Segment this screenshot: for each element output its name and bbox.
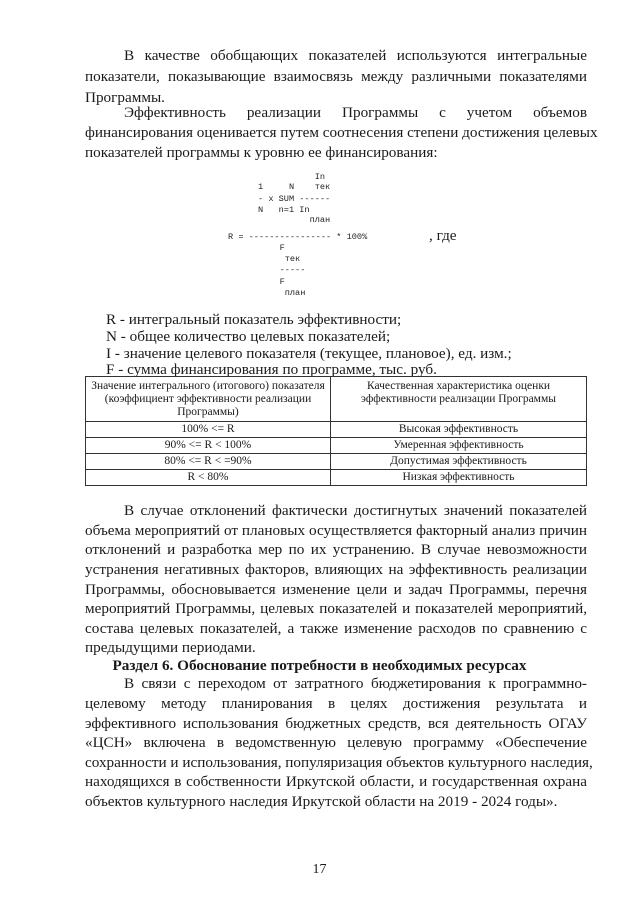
table-cell: Низкая эффективность (331, 470, 587, 486)
text-line: отклонений и разработка мер по их устранению. В случае невозможности (85, 541, 587, 558)
formula-line: план (228, 288, 306, 298)
text-line: сохранности и использования, популяризация объектов культурного наследия, (85, 754, 593, 771)
formula-line: - x SUM ------ (258, 194, 331, 204)
table-header: Качественная характеристика оценки эффективности реализации Программы (331, 377, 587, 422)
text-line: В случае отклонений фактически достигнутых значений показателей (124, 502, 587, 519)
formula-line: In (258, 172, 326, 182)
table-row (86, 454, 587, 470)
text-line: находящихся в собственности Иркутской области, и государственная охрана (85, 773, 587, 790)
text-line: объектов культурного наследия Иркутской области на 2019 - 2024 годы». (85, 793, 558, 810)
table-row (86, 422, 587, 438)
table-cell: 100% <= R (86, 422, 331, 438)
page-number: 17 (312, 862, 327, 877)
section-title: Раздел 6. Обоснование потребности в необходимых ресурсах (112, 657, 527, 674)
text-line: финансирования оценивается путем соотнесения степени достижения целевых (85, 124, 598, 141)
table-row (86, 470, 587, 486)
table-row (86, 438, 587, 454)
table-cell: 80% <= R < =90% (86, 454, 331, 470)
definition-item: F - сумма финансирования по программе, тыс. руб. (106, 361, 437, 378)
formula-line: тек (228, 254, 301, 264)
efficiency-table (85, 376, 587, 486)
table-cell: Умеренная эффективность (331, 438, 587, 454)
definition-item: R - интегральный показатель эффективности; (106, 311, 402, 328)
text-line: объема мероприятий от плановых осуществляется факторный анализ причин (85, 522, 587, 539)
formula-line: F (228, 243, 285, 253)
table-cell: Высокая эффективность (331, 422, 587, 438)
definition-item: I - значение целевого показателя (текущее, плановое), ед. изм.; (106, 345, 512, 362)
text-line: показатели, показывающие взаимосвязь между различными показателями (85, 68, 587, 85)
formula-line: R = ---------------- * 100% (228, 232, 368, 242)
table-cell: R < 80% (86, 470, 331, 486)
table-header-row (86, 377, 587, 422)
formula-line: план (258, 215, 331, 225)
text-line: мероприятий Программы, целевых показателей и показателей мероприятий, (85, 600, 587, 617)
text-line: состава целевых показателей, а также изменение расходов по сравнению с (85, 620, 587, 637)
formula-line: 1 N тек (258, 182, 331, 192)
table-cell: 90% <= R < 100% (86, 438, 331, 454)
text-line: Эффективность реализации Программы с учетом объемов (124, 104, 587, 121)
formula-line: N n=1 In (258, 205, 310, 215)
text-line: Программы. (85, 89, 165, 106)
text-line: целевому методу планирования в целях достижения результата и (85, 695, 587, 712)
formula-line: ----- (228, 265, 306, 275)
formula-line: F (228, 277, 285, 287)
table-header: Значение интегрального (итогового) показателя (коэффициент эффективности реализации Программы) (86, 377, 331, 422)
text-line: Программы, обосновывается изменение цели и задач Программы, перечня (85, 581, 587, 598)
formula-suffix: , где (429, 227, 457, 244)
definition-item: N - общее количество целевых показателей; (106, 328, 391, 345)
text-line: эффективного использования бюджетных средств, вся деятельность ОГАУ (85, 715, 587, 732)
text-line: устранения негативных факторов, влияющих на эффективность реализации (85, 561, 587, 578)
text-line: предыдущими периодами. (85, 639, 256, 656)
text-line: «ЦСН» включена в ведомственную целевую программу «Обеспечение (85, 734, 587, 751)
text-line: В связи с переходом от затратного бюджетирования к программно- (124, 675, 587, 692)
text-line: В качестве обобщающих показателей используются интегральные (124, 47, 587, 64)
text-line: показателей программы к уровню ее финансирования: (85, 144, 438, 161)
table-cell: Допустимая эффективность (331, 454, 587, 470)
